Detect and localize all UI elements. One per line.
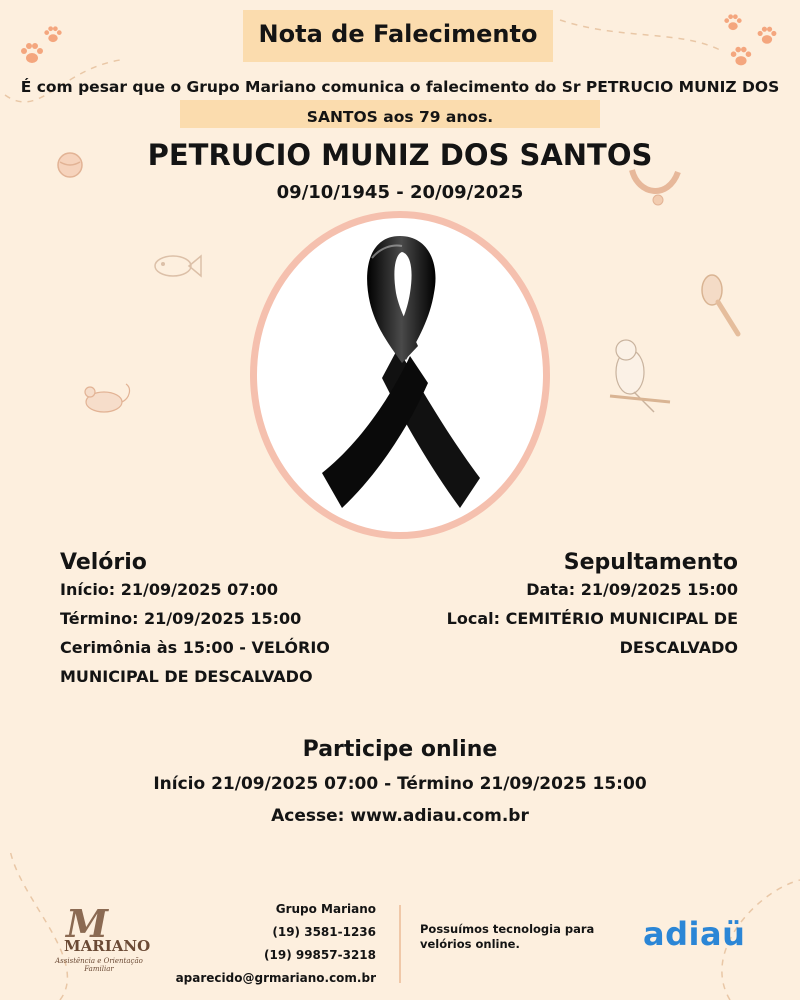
intro-text: É com pesar que o Grupo Mariano comunica o falecimento do Sr PETRUCIO MUNIZ DOS SANTOS aos 79 anos. — [20, 78, 780, 126]
sepultamento-location: Local: CEMITÉRIO MUNICIPAL DE — [446, 609, 738, 628]
company-name: Grupo Mariano — [275, 902, 376, 916]
velorio-start: Início: 21/09/2025 07:00 — [60, 580, 279, 599]
velorio-end: Término: 21/09/2025 15:00 — [60, 609, 302, 628]
sepultamento-location-cont: DESCALVADO — [619, 638, 738, 657]
logo-letter: M — [66, 901, 109, 946]
velorio-ceremony: Cerimônia às 15:00 - VELÓRIO — [60, 638, 330, 657]
tech-notice: Possuímos tecnologia para velórios online. — [420, 922, 595, 951]
phone-1[interactable]: (19) 3581-1236 — [272, 925, 376, 939]
contact-block — [160, 898, 376, 990]
email-link[interactable]: aparecido@grmariano.com.br — [175, 971, 376, 985]
brush-icon — [698, 272, 744, 338]
mariano-logo — [44, 901, 154, 975]
adiau-logo[interactable]: adiaü — [643, 915, 746, 953]
paw-icon — [722, 12, 744, 34]
deceased-dates: 09/10/1945 - 20/09/2025 — [276, 182, 524, 203]
sepultamento-title: Sepultamento — [563, 550, 738, 575]
velorio-section — [60, 550, 380, 691]
parakeet-icon — [604, 336, 674, 416]
sepultamento-section — [400, 550, 738, 662]
online-section — [0, 737, 800, 826]
logo-tagline: Assistência e Orientação Familiar — [55, 957, 143, 973]
deceased-name: PETRUCIO MUNIZ DOS SANTOS — [147, 138, 653, 172]
fish-icon — [145, 242, 205, 290]
velorio-title: Velório — [60, 550, 147, 575]
mouse-icon — [74, 378, 134, 418]
paw-icon — [728, 44, 754, 70]
online-times: Início 21/09/2025 07:00 - Término 21/09/2025 15:00 — [153, 774, 647, 794]
phone-2[interactable]: (19) 99857-3218 — [264, 948, 376, 962]
logo-name: MARIANO — [64, 937, 151, 955]
mourning-ribbon-icon — [310, 228, 490, 518]
footer-divider — [399, 905, 401, 983]
online-title: Participe online — [302, 737, 498, 762]
velorio-location: MUNICIPAL DE DESCALVADO — [60, 667, 313, 686]
page-title: Nota de Falecimento — [258, 20, 538, 48]
sepultamento-date: Data: 21/09/2025 15:00 — [526, 580, 738, 599]
paw-icon — [42, 24, 64, 46]
paw-icon — [755, 24, 779, 48]
online-access-link[interactable]: Acesse: www.adiau.com.br — [271, 806, 529, 826]
